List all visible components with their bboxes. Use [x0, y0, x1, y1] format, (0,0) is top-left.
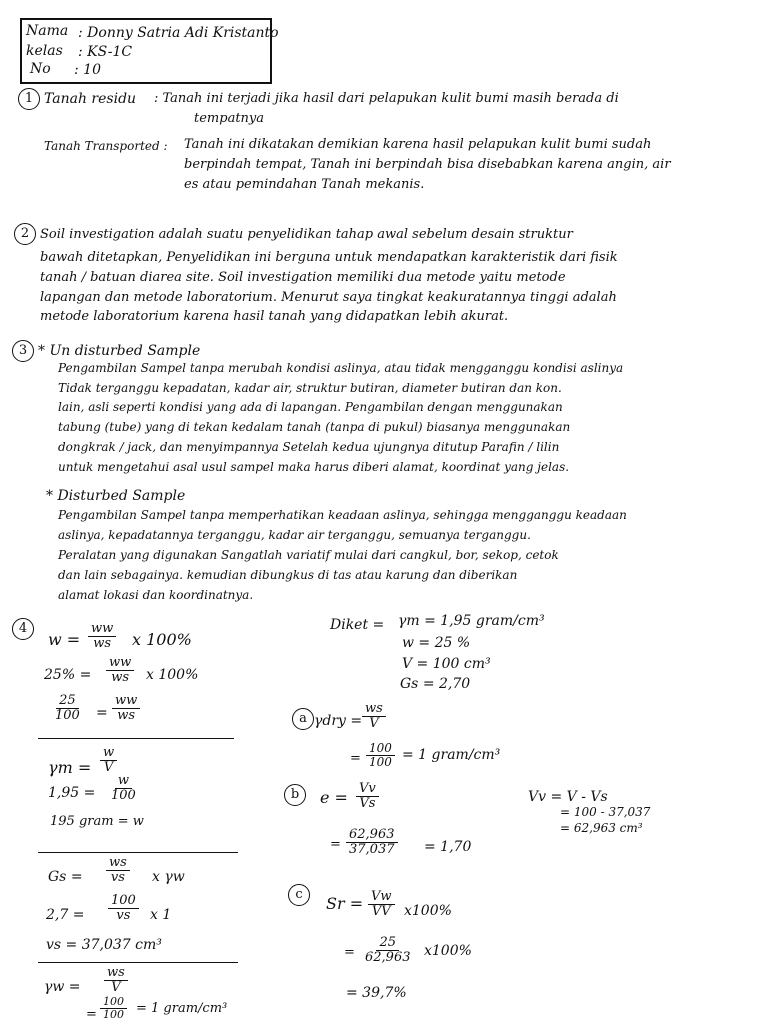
eq-pct-denominator: ws [111, 669, 130, 685]
part-c-result: = 39,7% [346, 985, 407, 1001]
undisturbed-line-1: Pengambilan Sampel tanpa merubah kondisi aslinya, atau tidak mengganggu kondisi aslinya [58, 361, 624, 375]
eq-pct-rhs: x 100% [146, 667, 199, 683]
part-a-lhs: γdry = [314, 713, 363, 729]
eq-gs-lhs: Gs = [48, 869, 83, 885]
vv-line-1: Vv = V - Vs [528, 789, 608, 805]
eq-gs-rhs: x γw [152, 869, 185, 885]
part-b-equals: = [330, 837, 341, 852]
eq-g195-denominator: 100 [111, 787, 136, 803]
given-w: w = 25 % [402, 635, 471, 651]
eq-gm-fraction [100, 746, 117, 774]
part-a-label: a [292, 708, 314, 730]
part-a-numerator-2: 100 [366, 742, 395, 756]
tanah-transported-term: Tanah Transported : [44, 139, 168, 153]
eq-gw2-fraction [100, 996, 127, 1020]
eq-ratio-denominator-1: 100 [55, 707, 80, 723]
given-v: V = 100 cm³ [402, 656, 491, 672]
vv-line-2: = 100 - 37,037 [560, 805, 651, 819]
nama-label: Nama [26, 23, 69, 39]
eq-gs27-rhs: x 1 [150, 907, 172, 923]
part-a-fraction-2 [366, 742, 395, 768]
eq-ratio-denominator-2: ws [117, 707, 136, 723]
part-c-fraction [368, 890, 395, 918]
part-c-label: c [288, 884, 310, 906]
part-c-equals: = [344, 945, 355, 960]
disturbed-line-2: aslinya, kepadatannya terganggu, kadar air terganggu, semuanya terganggu. [58, 528, 531, 542]
divider-line [38, 852, 238, 853]
part-b-denominator-2: 37,037 [349, 841, 395, 857]
part-b-fraction-2 [346, 828, 398, 856]
eq-gw-lhs: γw = [44, 979, 81, 995]
part-c-numerator-2: 25 [376, 936, 399, 951]
given-gs: Gs = 2,70 [400, 676, 471, 692]
part-a-denominator: V [369, 715, 379, 731]
eq-gs27-numerator: 100 [108, 894, 139, 909]
eq-pct-lhs: 25% = [44, 667, 92, 683]
divider-line [38, 738, 234, 739]
tanah-residu-line-2: tempatnya [194, 111, 265, 126]
kelas-value: : KS-1C [78, 44, 133, 60]
eq-w-lhs: w = [48, 630, 81, 649]
eq-ratio-numerator-1: 25 [56, 694, 79, 709]
eq-ratio-fraction-1 [52, 694, 83, 722]
question-1-number: 1 [18, 88, 40, 110]
undisturbed-sample-title: * Un disturbed Sample [38, 343, 201, 359]
eq-gw-denominator: V [111, 979, 121, 995]
undisturbed-line-5: dongkrak / jack, dan menyimpannya Setelah kedua ujungnya ditutup Parafin / lilin [58, 440, 560, 454]
q2-line-3: tanah / batuan diarea site. Soil investigation memiliki dua metode yaitu metode [40, 270, 566, 285]
eq-gs-denominator: vs [110, 869, 125, 885]
undisturbed-line-4: tabung (tube) yang di tekan kedalam tanah (tanpa di pukul) biasanya menggunakan [58, 420, 571, 434]
q2-line-1: Soil investigation adalah suatu penyelidikan tahap awal sebelum desain struktur [40, 227, 573, 242]
q2-line-4: lapangan dan metode laboratorium. Menurut saya tingkat keakuratannya tinggi adalah [40, 290, 617, 305]
eq-w-fraction [88, 622, 116, 650]
part-a-numerator: ws [362, 702, 386, 717]
eq-g195-lhs: 1,95 = [48, 785, 96, 801]
part-a-denominator-2: 100 [369, 754, 392, 769]
vv-line-3: = 62,963 cm³ [560, 821, 643, 835]
no-label: No [30, 61, 51, 77]
part-b-lhs: e = [320, 788, 348, 807]
eq-gw2-denominator: 100 [103, 1007, 124, 1021]
eq-ratio-fraction-2 [112, 694, 140, 722]
eq-vs-result: vs = 37,037 cm³ [46, 937, 162, 953]
eq-ratio-equals: = [96, 705, 108, 721]
disturbed-sample-title: * Disturbed Sample [46, 488, 186, 504]
eq-gw-fraction [104, 966, 128, 994]
given-label: Diket = [330, 617, 385, 633]
nama-value: : Donny Satria Adi Kristanto [78, 25, 279, 41]
part-c-lhs: Sr = [326, 894, 364, 913]
part-c-denominator: VV [371, 903, 391, 919]
disturbed-line-1: Pengambilan Sampel tanpa memperhatikan keadaan aslinya, sehingga mengganggu keadaan [58, 508, 627, 522]
disturbed-line-3: Peralatan yang digunakan Sangatlah variatif mulai dari cangkul, bor, sekop, cetok [58, 548, 559, 562]
question-4-number: 4 [12, 618, 34, 640]
part-a-equals: = [350, 751, 361, 766]
q2-line-2: bawah ditetapkan, Penyelidikan ini berguna untuk mendapatkan karakteristik dari fisik [40, 250, 618, 265]
divider-line [38, 962, 238, 963]
part-a-fraction [362, 702, 386, 730]
part-c-numerator: Vw [368, 890, 395, 905]
eq-gs27-fraction [108, 894, 139, 922]
part-b-label: b [284, 784, 306, 806]
tanah-transported-line-3: es atau pemindahan Tanah mekanis. [184, 177, 425, 192]
eq-gw2-rhs: = 1 gram/cm³ [136, 1001, 228, 1016]
eq-g195-numerator: w [115, 774, 132, 789]
undisturbed-line-3: lain, asli seperti kondisi yang ada di lapangan. Pengambilan dengan menggunakan [58, 400, 563, 414]
eq-g195-result: 195 gram = w [50, 814, 144, 829]
part-b-numerator: Vv [356, 782, 379, 797]
part-c-denominator-2: 62,963 [365, 949, 411, 965]
part-b-numerator-2: 62,963 [346, 828, 398, 843]
part-c-rhs-2: x100% [424, 943, 472, 959]
q2-line-5: metode laboratorium karena hasil tanah yang didapatkan lebih akurat. [40, 309, 509, 324]
eq-ratio-numerator-2: ww [112, 694, 140, 709]
eq-gs27-lhs: 2,7 = [46, 907, 85, 923]
question-2-number: 2 [14, 223, 36, 245]
part-b-fraction [356, 782, 379, 810]
part-c-rhs: x100% [404, 903, 452, 919]
eq-w-rhs: x 100% [132, 630, 192, 649]
eq-gw2-numerator: 100 [100, 996, 127, 1009]
tanah-residu-term: Tanah residu [44, 91, 137, 107]
undisturbed-line-2: Tidak terganggu kepadatan, kadar air, struktur butiran, diameter butiran dan kon. [58, 381, 562, 395]
eq-gs27-denominator: vs [116, 907, 131, 923]
eq-gm-denominator: V [103, 759, 114, 775]
disturbed-line-5: alamat lokasi dan koordinatnya. [58, 588, 254, 602]
undisturbed-line-6: untuk mengetahui asal usul sampel maka harus diberi alamat, koordinat yang jelas. [58, 460, 570, 474]
part-b-denominator: Vs [359, 795, 376, 811]
question-3-number: 3 [12, 340, 34, 362]
tanah-residu-line-1: : Tanah ini terjadi jika hasil dari pelapukan kulit bumi masih berada di [154, 91, 619, 106]
eq-gm-lhs: γm = [48, 758, 92, 777]
tanah-transported-line-1: Tanah ini dikatakan demikian karena hasil pelapukan kulit bumi sudah [184, 137, 652, 152]
part-a-result: = 1 gram/cm³ [402, 747, 501, 763]
given-gamma-m: γm = 1,95 gram/cm³ [398, 613, 545, 629]
eq-gs-fraction [106, 856, 130, 884]
eq-w-denominator: ws [93, 635, 112, 651]
eq-pct-numerator: ww [106, 656, 134, 671]
disturbed-line-4: dan lain sebagainya. kemudian dibungkus di tas atau karung dan diberikan [58, 568, 518, 582]
eq-gm-numerator: w [100, 746, 117, 761]
no-value: : 10 [74, 62, 101, 78]
eq-w-numerator: ww [88, 622, 116, 637]
eq-pct-fraction [106, 656, 134, 684]
part-c-fraction-2 [362, 936, 414, 964]
eq-gw2-equals: = [86, 1007, 97, 1022]
part-b-result: = 1,70 [424, 839, 472, 855]
kelas-label: kelas [26, 43, 63, 59]
eq-gw-numerator: ws [104, 966, 128, 981]
eq-g195-fraction [108, 774, 139, 802]
tanah-transported-line-2: berpindah tempat, Tanah ini berpindah bisa disebabkan karena angin, air [184, 157, 671, 172]
eq-gs-numerator: ws [106, 856, 130, 871]
